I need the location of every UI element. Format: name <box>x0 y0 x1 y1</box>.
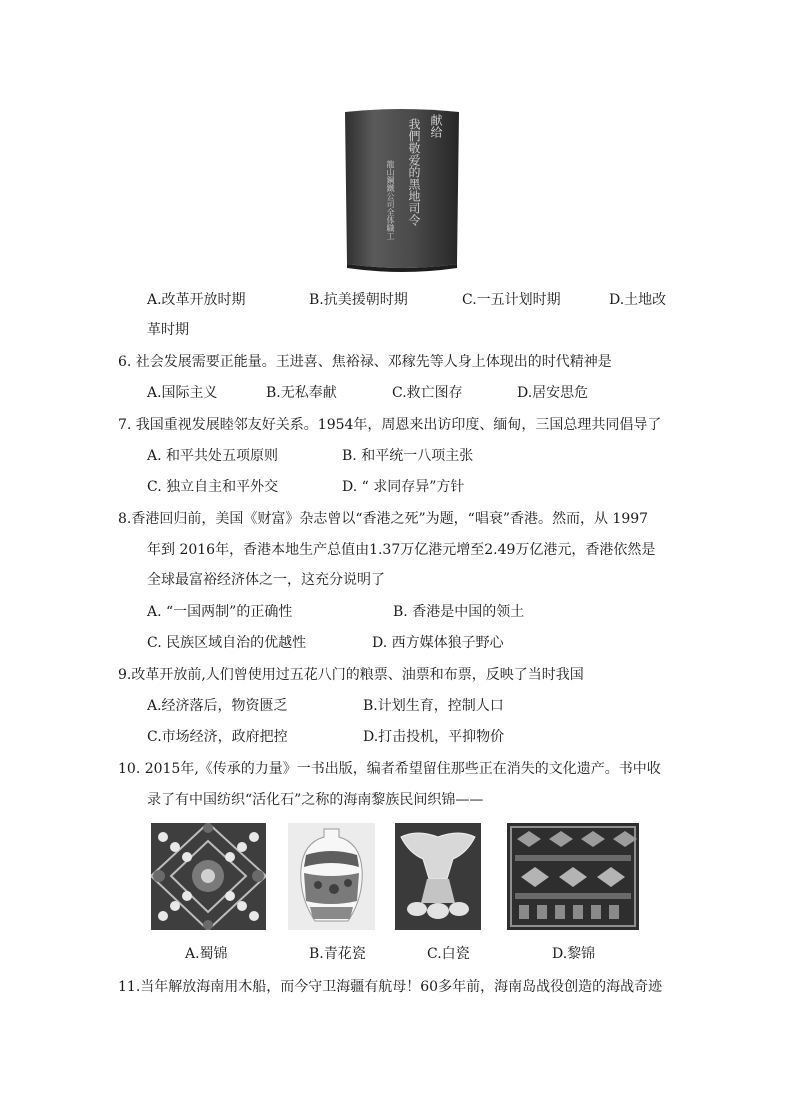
q9-option-b: B.计划生育，控制人口 <box>363 698 504 714</box>
q6-option-c: C.救亡图存 <box>392 385 463 401</box>
q8-stem-line-1: 8.香港回归前，美国《财富》杂志曾以“香港之死”为题，“唱衰”香港。然而，从 1997 <box>118 511 649 527</box>
brush-pot-photo <box>341 106 463 273</box>
q10-stem-line-2: 录了有中国纺织“活化石”之称的海南黎族民间织锦—— <box>147 792 484 808</box>
porcelain-vase-image <box>288 823 375 930</box>
q6-option-b: B.无私奉献 <box>266 385 337 401</box>
q7-stem: 7. 我国重视发展睦邻友好关系。1954年，周恩来出访印度、缅甸，三国总理共同倡导了 <box>118 417 662 433</box>
q7-option-a: A. 和平共处五项原则 <box>147 448 279 464</box>
q5-option-c: C.一五计划时期 <box>462 292 561 308</box>
li-brocade-image <box>507 823 639 930</box>
q8-stem-line-2: 年到 2016年，香港本地生产总值由1.37万亿港元增至2.49万亿港元，香港依然是 <box>147 542 656 558</box>
brush-pot-image <box>341 106 463 273</box>
q9-option-a: A.经济落后，物资匮乏 <box>147 698 288 714</box>
q8-option-a: A. “一国两制”的正确性 <box>147 604 293 620</box>
q5-option-b: B.抗美援朝时期 <box>309 292 408 308</box>
q11-stem: 11.当年解放海南用木船，而今守卫海疆有航母！60多年前，海南岛战役创造的海战奇迹 <box>118 979 663 995</box>
brush-pot-inscription-title: 献给 <box>429 114 443 138</box>
q7-option-b: B. 和平统一八项主张 <box>342 448 474 464</box>
shu-brocade-image <box>151 823 266 930</box>
q5-option-d: D.土地改 <box>609 292 667 308</box>
q7-option-c: C. 独立自主和平外交 <box>147 479 279 495</box>
q10-option-d: D.黎锦 <box>552 946 596 962</box>
q6-stem: 6. 社会发展需要正能量。王进喜、焦裕禄、邓稼先等人身上体现出的时代精神是 <box>118 354 612 370</box>
brush-pot-inscription-main: 我們敬爱的黑地司令 <box>407 118 421 226</box>
q9-stem: 9.改革开放前,人们曾使用过五花八门的粮票、油票和布票，反映了当时我国 <box>118 667 584 683</box>
q9-option-c: C.市场经济，政府把控 <box>147 729 288 745</box>
q10-option-b: B.青花瓷 <box>309 946 366 962</box>
q10-option-c: C.白瓷 <box>427 946 470 962</box>
q8-option-b: B. 香港是中国的领土 <box>393 604 525 620</box>
q10-option-a: A.蜀锦 <box>185 946 228 962</box>
q8-option-c: C. 民族区域自治的优越性 <box>147 635 307 651</box>
q8-stem-line-3: 全球最富裕经济体之一，这充分说明了 <box>147 572 385 588</box>
q5-option-a: A.改革开放时期 <box>147 292 246 308</box>
q6-option-a: A.国际主义 <box>147 385 218 401</box>
q9-option-d: D.打击投机，平抑物价 <box>363 729 505 745</box>
q10-stem-line-1: 10. 2015年,《传承的力量》一书出版，编者希望留住那些正在消失的文化遗产。书中收 <box>118 761 661 777</box>
q8-option-d: D. 西方媒体狼子野心 <box>372 635 504 651</box>
brush-pot-inscription-signature: 龍山鋼鐵公司全体職工 <box>386 160 395 240</box>
q6-option-d: D.居安思危 <box>517 385 589 401</box>
white-porcelain-image <box>395 823 481 930</box>
q7-option-d: D. “ 求同存异”方针 <box>342 479 465 495</box>
q5-option-d-wrap: 革时期 <box>147 322 189 338</box>
